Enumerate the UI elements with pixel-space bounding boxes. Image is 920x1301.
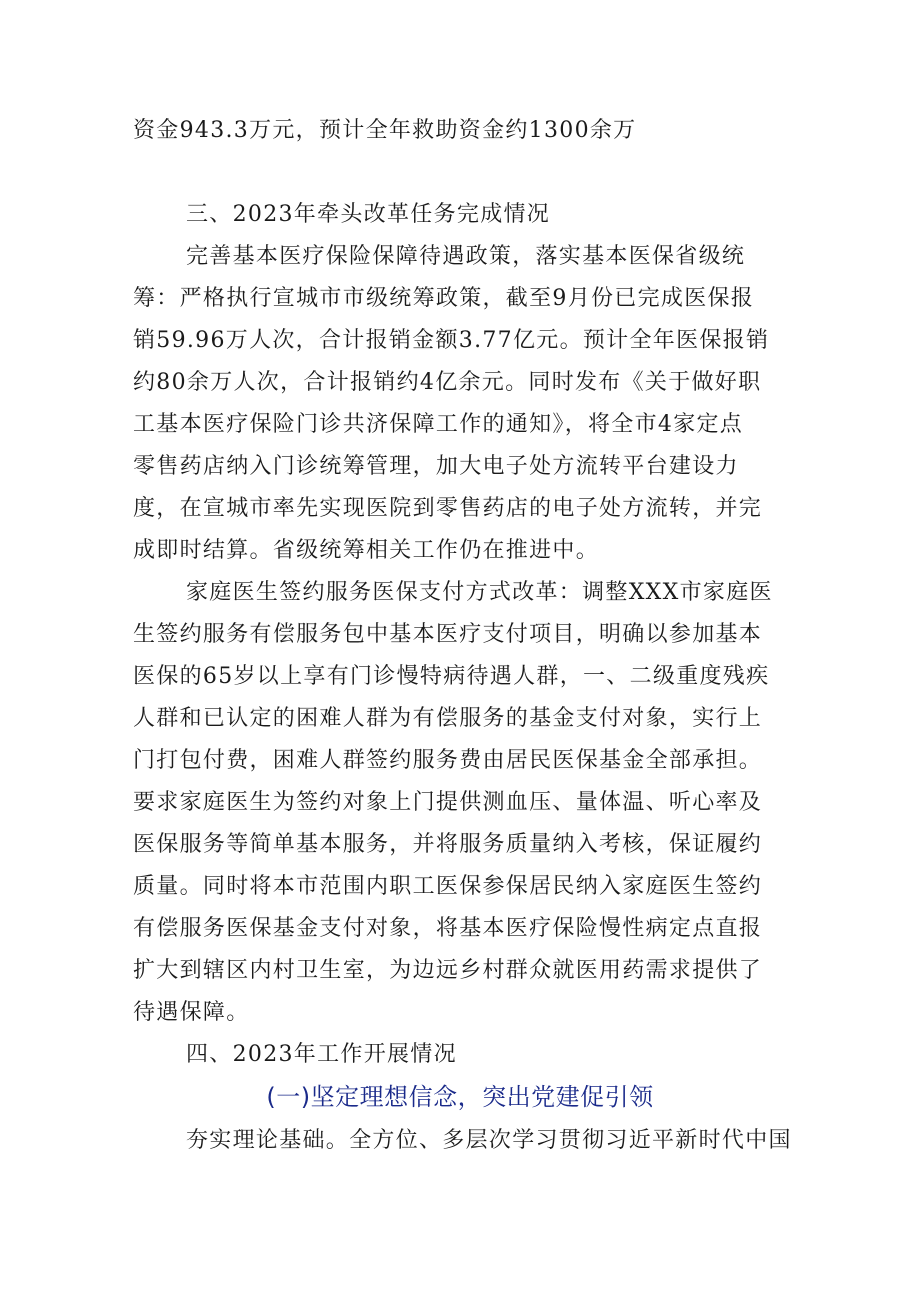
text-line: 资金943.3万元，预计全年救助资金约1300余万 [133,118,637,143]
text-line: 生签约服务有偿服务包中基本医疗支付项目，明确以参加基本 [133,622,763,647]
text-line: 门打包付费，困难人群签约服务费由居民医保基金全部承担。 [133,748,763,773]
section-heading: 三、2023年牵头改革任务完成情况 [186,202,551,227]
text-line: 夯实理论基础。全方位、多层次学习贯彻习近平新时代中国 [186,1128,792,1153]
text-line: 家庭医生签约服务医保支付方式改革：调整XXX市家庭医 [186,580,773,605]
text-line: 扩大到辖区内村卫生室，为边远乡村群众就医用药需求提供了 [133,958,763,983]
text-line: 人群和已认定的困难人群为有偿服务的基金支付对象，实行上 [133,706,763,731]
text-line: 完善基本医疗保险保障待遇政策，落实基本医保省级统 [186,244,746,269]
text-line: 要求家庭医生为签约对象上门提供测血压、量体温、听心率及 [133,790,763,815]
text-line: 成即时结算。省级统筹相关工作仍在推进中。 [133,538,600,563]
text-line: 医保服务等简单基本服务，并将服务质量纳入考核，保证履约 [133,832,763,857]
text-line: 度，在宣城市率先实现医院到零售药店的电子处方流转，并完 [133,496,763,521]
text-line: 约80余万人次，合计报销约4亿余元。同时发布《关于做好职 [133,370,762,395]
text-line: 有偿服务医保基金支付对象，将基本医疗保险慢性病定点直报 [133,916,763,941]
text-line: 零售药店纳入门诊统筹管理，加大电子处方流转平台建设力 [133,454,739,479]
text-line: 工基本医疗保险门诊共济保障工作的通知》，将全市4家定点 [133,412,744,437]
text-line: 筹：严格执行宣城市市级统筹政策，截至9月份已完成医保报 [133,286,755,311]
text-line: 销59.96万人次，合计报销金额3.77亿元。预计全年医保报销 [133,328,770,353]
section-heading: 四、2023年工作开展情况 [186,1042,457,1067]
text-line: 待遇保障。 [133,1000,250,1025]
text-line: 医保的65岁以上享有门诊慢特病待遇人群，一、二级重度残疾 [133,664,770,689]
text-line: 质量。同时将本市范围内职工医保参保居民纳入家庭医生签约 [133,874,763,899]
subsection-title: (一)坚定理想信念，突出党建促引领 [266,1083,654,1111]
